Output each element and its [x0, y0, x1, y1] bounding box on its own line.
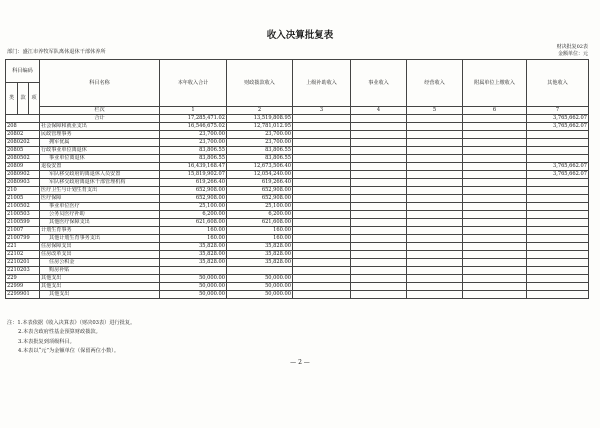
- row-v7: [527, 139, 589, 147]
- row-code: 2080903: [6, 179, 40, 187]
- header-code-group: 科目编码: [6, 60, 40, 83]
- row-v7: [527, 251, 589, 259]
- row-name: 行政事业单位离退休: [40, 147, 160, 155]
- row-name: 其他支出: [40, 275, 160, 283]
- row-name: 军队移交政府的离退休人员安置: [40, 171, 160, 179]
- row-v2: 23,700.00: [227, 139, 293, 147]
- row-v7: [527, 195, 589, 203]
- table-number: 财决批复02表: [556, 44, 588, 50]
- row-v1: 83,806.55: [160, 147, 227, 155]
- row-v1: 35,828.00: [160, 251, 227, 259]
- row-v7: 3,765,662.07: [527, 171, 589, 179]
- unit-label: 金额单位：元: [557, 51, 588, 57]
- table-row: [6, 195, 589, 203]
- table-row: [6, 131, 589, 139]
- index-num-3: 3: [293, 107, 351, 115]
- row-code: 2080502: [6, 155, 40, 163]
- row-v7: 3,765,662.07: [527, 123, 589, 131]
- table-row: [6, 187, 589, 195]
- row-code: 2100503: [6, 211, 40, 219]
- row-code: 22102: [6, 251, 40, 259]
- row-v1: 6,200.00: [160, 211, 227, 219]
- row-v1: 15,819,902.07: [160, 171, 227, 179]
- row-name: 其他医疗保障支出: [40, 219, 160, 227]
- row-code: 2299901: [6, 291, 40, 299]
- row-v1: 16,439,168.47: [160, 163, 227, 171]
- row-name: 事业单位医疗: [40, 203, 160, 211]
- total-row: [6, 115, 589, 123]
- row-code: 20809: [6, 163, 40, 171]
- total-label: 合计: [40, 115, 160, 123]
- table-row: [6, 139, 589, 147]
- row-v7: [527, 211, 589, 219]
- row-v2: 619,266.40: [227, 179, 293, 187]
- row-name: 其他支出: [40, 283, 160, 291]
- row-v1: 652,908.00: [160, 187, 227, 195]
- row-v1: 652,908.00: [160, 195, 227, 203]
- row-v1: 35,828.00: [160, 259, 227, 267]
- row-v7: [527, 155, 589, 163]
- row-v2: 83,806.55: [227, 155, 293, 163]
- note-1: 注：1.本表依据《收入决算表》（财决03表）进行批复。: [7, 320, 136, 326]
- table-row: [6, 291, 589, 299]
- row-v2: 25,100.00: [227, 203, 293, 211]
- row-code: 221: [6, 243, 40, 251]
- row-name: 军队移交政府离退休干部管理机构: [40, 179, 160, 187]
- header-lei: 类: [6, 83, 18, 115]
- index-num-2: 2: [227, 107, 293, 115]
- row-v7: [527, 203, 589, 211]
- row-v2: 23,700.00: [227, 131, 293, 139]
- row-v1: 160.00: [160, 235, 227, 243]
- row-v2: 160.00: [227, 235, 293, 243]
- row-v2: 12,673,506.40: [227, 163, 293, 171]
- row-code: 2100599: [6, 219, 40, 227]
- row-v2: 12,781,012.95: [227, 123, 293, 131]
- header-col-3: 上级补助收入: [293, 60, 351, 107]
- page-number: — 2 —: [290, 359, 310, 366]
- note-2: 2.本表含政府性基金预算财政拨款。: [18, 329, 101, 336]
- total-v7: 3,765,662.07: [527, 115, 589, 123]
- row-v1: [160, 267, 227, 275]
- table-row: [6, 179, 589, 187]
- row-name: 退役安置: [40, 163, 160, 171]
- row-v7: [527, 283, 589, 291]
- row-v7: [527, 187, 589, 195]
- index-num-4: 4: [351, 107, 407, 115]
- row-v2: 50,000.00: [227, 275, 293, 283]
- row-v7: [527, 275, 589, 283]
- row-v1: 160.00: [160, 227, 227, 235]
- row-v2: 35,828.00: [227, 251, 293, 259]
- table-row: [6, 147, 589, 155]
- table-row: [6, 219, 589, 227]
- row-code: 2080902: [6, 171, 40, 179]
- row-code: 210: [6, 187, 40, 195]
- row-v2: 160.00: [227, 227, 293, 235]
- note-3: 3.本表批复到项级科目。: [18, 338, 75, 345]
- row-name: 社会保障和就业支出: [40, 123, 160, 131]
- row-v2: 12,054,240.00: [227, 171, 293, 179]
- row-code: 20805: [6, 147, 40, 155]
- row-v1: 23,700.00: [160, 139, 227, 147]
- header-col-1: 本年收入合计: [160, 60, 227, 107]
- header-xiang: 项: [29, 83, 40, 115]
- header-kuan: 款: [18, 83, 29, 115]
- table-row: [6, 163, 589, 171]
- row-v7: [527, 219, 589, 227]
- total-v2: 13,519,808.95: [227, 115, 293, 123]
- index-num-5: 5: [407, 107, 463, 115]
- row-code: 21005: [6, 195, 40, 203]
- row-name: 公务员医疗补助: [40, 211, 160, 219]
- index-num-6: 6: [463, 107, 527, 115]
- row-v1: 50,000.00: [160, 283, 227, 291]
- row-v1: 25,100.00: [160, 203, 227, 211]
- header-col-5: 经营收入: [407, 60, 463, 107]
- row-v2: 621,608.00: [227, 219, 293, 227]
- table-row: [6, 243, 589, 251]
- header-col-6: 附属单位上缴收入: [463, 60, 527, 107]
- table-row: [6, 283, 589, 291]
- row-v7: [527, 243, 589, 251]
- table-row: [6, 227, 589, 235]
- row-code: 20802: [6, 131, 40, 139]
- row-v2: 35,828.00: [227, 259, 293, 267]
- table-row: [6, 171, 589, 179]
- row-v7: [527, 147, 589, 155]
- total-v1: 17,285,471.02: [160, 115, 227, 123]
- row-v7: [527, 235, 589, 243]
- row-code: 208: [6, 123, 40, 131]
- row-v1: 621,608.00: [160, 219, 227, 227]
- row-name: 其他计划生育事务支出: [40, 235, 160, 243]
- header-row: [6, 60, 589, 83]
- row-v1: 35,828.00: [160, 243, 227, 251]
- table-row: [6, 211, 589, 219]
- row-code: 2100799: [6, 235, 40, 243]
- row-code: 229: [6, 275, 40, 283]
- row-name: 住房公积金: [40, 259, 160, 267]
- row-name: 拥军优属: [40, 139, 160, 147]
- row-name: 计划生育事务: [40, 227, 160, 235]
- department-label: 部门：盛江市养牧军队离休退休干部休养所: [7, 49, 106, 55]
- header-col-4: 事业收入: [351, 60, 407, 107]
- header-col-7: 其他收入: [527, 60, 589, 107]
- index-row: [6, 107, 589, 115]
- income-table: [5, 59, 589, 299]
- notes: [7, 319, 135, 357]
- row-v2: 50,000.00: [227, 291, 293, 299]
- row-v1: 50,000.00: [160, 275, 227, 283]
- row-code: 2080202: [6, 139, 40, 147]
- table-row: [6, 275, 589, 283]
- row-v7: [527, 291, 589, 299]
- row-v1: 619,266.40: [160, 179, 227, 187]
- row-v1: 23,700.00: [160, 131, 227, 139]
- row-v2: 652,908.00: [227, 195, 293, 203]
- row-v2: [227, 267, 293, 275]
- table-row: [6, 259, 589, 267]
- row-code: 2210201: [6, 259, 40, 267]
- table-row: [6, 123, 589, 131]
- row-v7: [527, 267, 589, 275]
- row-v2: 6,200.00: [227, 211, 293, 219]
- row-name: 其他支出: [40, 291, 160, 299]
- row-code: 2210203: [6, 267, 40, 275]
- row-v7: [527, 259, 589, 267]
- row-v7: 3,765,662.07: [527, 163, 589, 171]
- row-name: 民政管理事务: [40, 131, 160, 139]
- index-num-7: 7: [527, 107, 589, 115]
- table-row: [6, 203, 589, 211]
- row-v7: [527, 131, 589, 139]
- table-row: [6, 235, 589, 243]
- row-v2: 50,000.00: [227, 283, 293, 291]
- row-v1: 83,806.55: [160, 155, 227, 163]
- row-code: 22999: [6, 283, 40, 291]
- row-v7: [527, 179, 589, 187]
- row-code: 2100502: [6, 203, 40, 211]
- row-v7: [527, 227, 589, 235]
- row-name: 医疗保障: [40, 195, 160, 203]
- note-4: 4.本表以“元”为金额单位（保留两位小数）。: [18, 348, 120, 355]
- row-name: 住房改革支出: [40, 251, 160, 259]
- row-v2: 35,828.00: [227, 243, 293, 251]
- index-num-1: 1: [160, 107, 227, 115]
- row-name: 事业单位离退休: [40, 155, 160, 163]
- row-v2: 83,806.55: [227, 147, 293, 155]
- row-code: 21007: [6, 227, 40, 235]
- table-row: [6, 267, 589, 275]
- header-name: 科目名称: [40, 60, 160, 107]
- page-title: 收入决算批复表: [266, 30, 334, 41]
- row-name: 住房保障支出: [40, 243, 160, 251]
- index-label: 栏次: [40, 107, 160, 115]
- row-v1: 16,546,675.02: [160, 123, 227, 131]
- table-row: [6, 155, 589, 163]
- table-meta: [557, 44, 588, 58]
- row-v2: 652,908.00: [227, 187, 293, 195]
- row-v1: 50,000.00: [160, 291, 227, 299]
- header-col-2: 财政拨款收入: [227, 60, 293, 107]
- row-name: 医疗卫生与计划生育支出: [40, 187, 160, 195]
- row-name: 购房补贴: [40, 267, 160, 275]
- table-row: [6, 251, 589, 259]
